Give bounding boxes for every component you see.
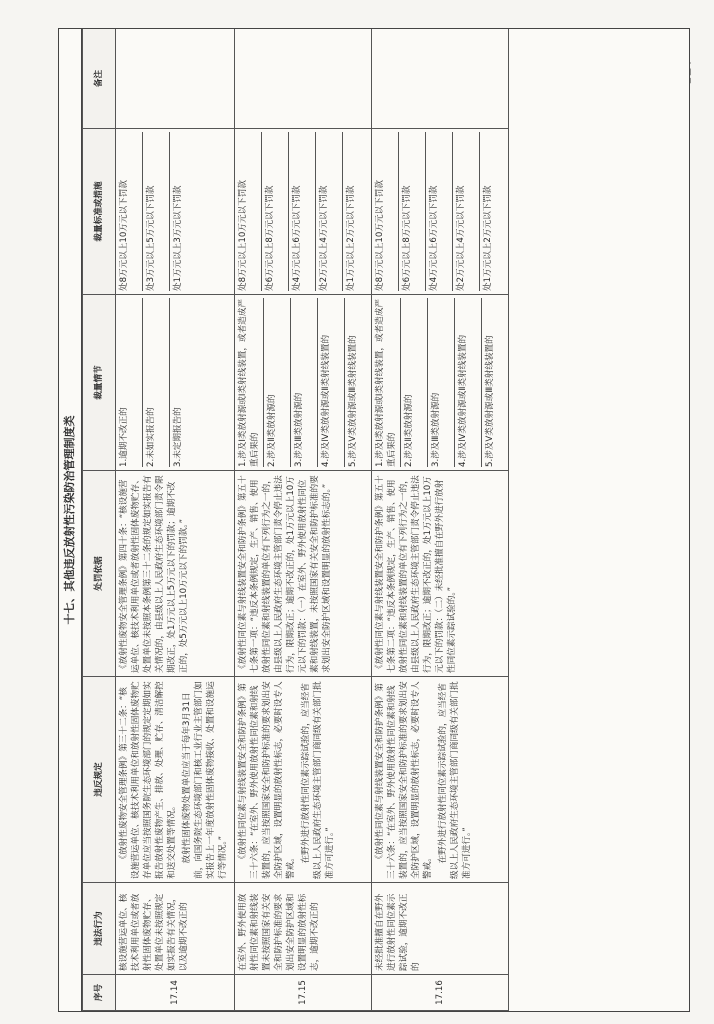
standard-item: 处2万元以上4万元以下罚款 <box>453 132 480 291</box>
table-row <box>235 29 372 1011</box>
cell-note <box>235 29 372 129</box>
rule-paragraph: 《放射性同位素与射线装置安全和防护条例》第三十六条：“在室外、野外使用放射性同位素和射线装置的，应当按照国家安全和防护标准的要求划出安全防护区域，设置明显的放射性标志，必要时设专人警戒。 <box>238 681 296 879</box>
detail-item: 3.涉及Ⅲ类放射源的 <box>428 298 455 467</box>
standard-item: 处8万元以上10万元以下罚款 <box>116 132 143 291</box>
section-title: 十七、其他违反放射性污染防治管理制度类 <box>59 29 82 1011</box>
cell-rule <box>116 677 235 883</box>
cell-standard <box>372 129 509 295</box>
detail-item: 1.涉及Ⅰ类放射源或Ⅰ类射线装置，或者造成严重后果的 <box>372 298 401 467</box>
cell-rule <box>372 677 509 883</box>
standard-item: 处6万元以上8万元以下罚款 <box>399 132 426 291</box>
header-rule: 违反规定 <box>83 677 116 883</box>
rule-paragraph: 在野外进行放射性同位素示踪试验的，应当经省级以上人民政府生态环境主管部门商同级有关部门批准方可进行。” <box>301 681 335 879</box>
table-row <box>116 29 235 1011</box>
cell-basis: 《放射性同位素与射线装置安全和防护条例》第五十七条第二项：“违反本条例规定，生产、销售、使用放射性同位素和射线装置的单位有下列行为之一的，由县级以上人民政府生态环境主管部门责令停止违法行为，限期改正；逾期不改正的，处1万元以上10万元以下的罚款：（二）未经批准擅自在野外进行放射性同位素示踪试验的。” <box>372 471 509 677</box>
rotated-table <box>59 29 689 1011</box>
cell-act: 核设施营运单位、核技术利用单位或者放射性固体废物贮存、处置单位未按照规定如实报告有关情况，以及逾期不改正的 <box>116 883 235 975</box>
standard-item: 处1万元以上2万元以下罚款 <box>483 185 493 291</box>
rule-paragraph: 《放射性废物安全管理条例》第三十二条：“核设施营运单位、核技术利用单位和放射性固体废物贮存单位应当按照国务院生态环境部门的规定定期如实报告放射性废物产生、排放、处理、贮存、清洁解控和送交处置等情况。 <box>119 681 177 879</box>
standard-item: 处1万元以上3万元以下罚款 <box>173 185 183 291</box>
penalty-table <box>82 28 509 1011</box>
header-row <box>83 29 116 1011</box>
rotated-table-frame <box>58 28 690 1012</box>
cell-act: 在室外、野外使用放射性同位素和射线装置未按照国家有关安全和防护标准的要求划出安全防护区域和设置明显的放射性标志，逾期不改正的 <box>235 883 372 975</box>
detail-item: 2.涉及Ⅱ类放射源的 <box>264 298 291 467</box>
detail-item: 5.涉及Ⅴ类放射源或Ⅲ类射线装置的 <box>348 335 358 467</box>
detail-item: 4.涉及Ⅳ类放射源或Ⅱ类射线装置的 <box>318 298 345 467</box>
detail-item: 2.未如实报告的 <box>143 298 170 467</box>
cell-note <box>116 29 235 129</box>
cell-detail <box>372 295 509 471</box>
detail-item: 5.涉及Ⅴ类放射源或Ⅲ类射线装置的 <box>485 335 495 467</box>
detail-item: 1.逾期不改正的 <box>116 298 143 467</box>
cell-seq: 17.16 <box>372 975 509 1011</box>
cell-basis: 《放射性同位素与射线装置安全和防护条例》第五十七条第一项：“违反本条例规定，生产、销售、使用放射性同位素和射线装置的单位有下列行为之一的，由县级以上人民政府生态环境主管部门责令停止违法行为，限期改正；逾期不改正的，处1万元以上10万元以下的罚款：（一）在室外、野外使用放射性同位素和射线装置，未按照国家有关安全和防护标准的要求划出安全防护区域和设置明显的放射性标志的。” <box>235 471 372 677</box>
header-act: 违法行为 <box>83 883 116 975</box>
detail-item: 4.涉及Ⅳ类放射源或Ⅱ类射线装置的 <box>455 298 482 467</box>
cell-detail <box>235 295 372 471</box>
standard-item: 处8万元以上10万元以下罚款 <box>372 132 399 291</box>
standard-item: 处3万元以上5万元以下罚款 <box>143 132 170 291</box>
cell-detail <box>116 295 235 471</box>
standard-item: 处8万元以上10万元以下罚款 <box>235 132 262 291</box>
standard-item: 处4万元以上6万元以下罚款 <box>289 132 316 291</box>
cell-seq: 17.15 <box>235 975 372 1011</box>
cell-standard <box>116 129 235 295</box>
standard-item: 处6万元以上8万元以下罚款 <box>262 132 289 291</box>
detail-item: 1.涉及Ⅰ类放射源或Ⅰ类射线装置，或者造成严重后果的 <box>235 298 264 467</box>
table-row <box>372 29 509 1011</box>
rule-paragraph: 在野外进行放射性同位素示踪试验的，应当经省级以上人民政府生态环境主管部门商同级有关部门批准方可进行。” <box>438 681 472 879</box>
cell-seq: 17.14 <box>116 975 235 1011</box>
cell-standard <box>235 129 372 295</box>
cell-rule <box>235 677 372 883</box>
header-standard: 裁量标准或措施 <box>83 129 116 295</box>
standard-item: 处2万元以上4万元以下罚款 <box>316 132 343 291</box>
cell-act: 未经批准擅自在野外进行放射性同位素示踪试验，逾期不改正的 <box>372 883 509 975</box>
rule-paragraph: 放射性固体废物处置单位应当于每年3月31日前，向国务院生态环境部门和核工业行业主管部门如实报告上一年度放射性固体废物接收、处置和设施运行等情况。” <box>182 681 228 879</box>
cell-note <box>372 29 509 129</box>
header-note: 备注 <box>83 29 116 129</box>
header-seq: 序号 <box>83 975 116 1011</box>
cell-basis: 《放射性废物安全管理条例》第四十条：“核设施营运单位、核技术利用单位或者放射性固体废物贮存、处置单位未按照本条例第三十二条的规定如实报告有关情况的，由县级以上人民政府生态环境部门责令限期改正，处1万元以上5万元以下的罚款；逾期不改正的，处5万元以上10万元以下的罚款。” <box>116 471 235 677</box>
standard-item: 处1万元以上2万元以下罚款 <box>346 185 356 291</box>
rule-paragraph: 《放射性同位素与射线装置安全和防护条例》第三十六条：“在室外、野外使用放射性同位素和射线装置的，应当按照国家安全和防护标准的要求划出安全防护区域，设置明显的放射性标志，必要时设专人警戒。 <box>375 681 433 879</box>
detail-item: 3.涉及Ⅲ类放射源的 <box>291 298 318 467</box>
detail-item: 2.涉及Ⅱ类放射源的 <box>401 298 428 467</box>
header-basis: 处罚依据 <box>83 471 116 677</box>
standard-item: 处4万元以上6万元以下罚款 <box>426 132 453 291</box>
header-detail: 裁量情节 <box>83 295 116 471</box>
detail-item: 3.未定期报告的 <box>173 407 183 467</box>
